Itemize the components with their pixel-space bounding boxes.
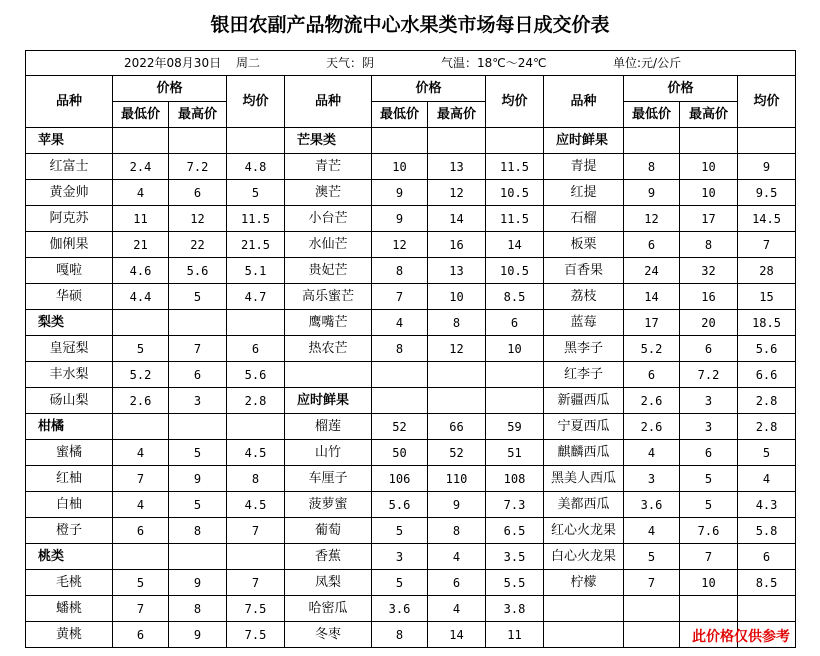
- variety-cell: 丰水梨: [26, 362, 113, 388]
- empty-cell: [428, 388, 486, 414]
- variety-cell: 葡萄: [285, 518, 372, 544]
- empty-cell: [624, 128, 680, 154]
- header-row-1: [26, 76, 796, 102]
- price-header: 价格: [624, 76, 738, 102]
- category-label: 桃类: [26, 544, 113, 570]
- avg-price-cell: 5.8: [738, 518, 796, 544]
- max-price-cell: 5: [169, 492, 227, 518]
- table-row: [26, 596, 796, 622]
- empty-cell: [372, 388, 428, 414]
- table-row: [26, 310, 796, 336]
- min-price-cell: 6: [113, 518, 169, 544]
- min-price-cell: 4: [113, 180, 169, 206]
- min-price-cell: 3.6: [624, 492, 680, 518]
- avg-price-cell: 4: [738, 466, 796, 492]
- avg-price-cell: 10: [486, 336, 544, 362]
- min-price-cell: 5: [113, 336, 169, 362]
- max-price-cell: 7.2: [169, 154, 227, 180]
- price-header: 价格: [372, 76, 486, 102]
- avg-price-cell: 4.5: [227, 492, 285, 518]
- variety-cell: 哈密瓜: [285, 596, 372, 622]
- variety-cell: 冬枣: [285, 622, 372, 648]
- min-price-cell: 9: [372, 206, 428, 232]
- date-text: 2022年08月30日: [124, 56, 222, 70]
- min-price-cell: 12: [372, 232, 428, 258]
- table-row: [26, 388, 796, 414]
- price-table: [25, 50, 796, 648]
- variety-cell: 麒麟西瓜: [544, 440, 624, 466]
- max-price-cell: 3: [169, 388, 227, 414]
- empty-cell: [169, 128, 227, 154]
- avg-price-cell: 8: [227, 466, 285, 492]
- min-header: 最低价: [113, 102, 169, 128]
- header-row-2: [26, 102, 796, 128]
- min-price-cell: 9: [624, 180, 680, 206]
- avg-price-cell: 6.5: [486, 518, 544, 544]
- max-price-cell: 16: [680, 284, 738, 310]
- avg-price-cell: 51: [486, 440, 544, 466]
- max-price-cell: 32: [680, 258, 738, 284]
- table-row: [26, 362, 796, 388]
- max-price-cell: 8: [680, 232, 738, 258]
- max-header: 最高价: [680, 102, 738, 128]
- avg-price-cell: 4.7: [227, 284, 285, 310]
- max-price-cell: 5: [680, 492, 738, 518]
- empty-cell: [486, 388, 544, 414]
- variety-cell: 贵妃芒: [285, 258, 372, 284]
- empty-cell: [169, 310, 227, 336]
- variety-cell: 澳芒: [285, 180, 372, 206]
- variety-cell: 鹰嘴芒: [285, 310, 372, 336]
- min-price-cell: 5.2: [113, 362, 169, 388]
- max-price-cell: 8: [428, 310, 486, 336]
- max-price-cell: 9: [169, 570, 227, 596]
- max-price-cell: 12: [428, 180, 486, 206]
- variety-cell: 宁夏西瓜: [544, 414, 624, 440]
- min-header: 最低价: [624, 102, 680, 128]
- variety-cell: 红李子: [544, 362, 624, 388]
- avg-price-cell: 14.5: [738, 206, 796, 232]
- variety-cell: [544, 596, 624, 622]
- max-price-cell: 17: [680, 206, 738, 232]
- empty-cell: [227, 128, 285, 154]
- empty-cell: [372, 128, 428, 154]
- variety-cell: 皇冠梨: [26, 336, 113, 362]
- min-price-cell: 6: [624, 362, 680, 388]
- min-price-cell: 24: [624, 258, 680, 284]
- min-price-cell: 52: [372, 414, 428, 440]
- variety-cell: 红富士: [26, 154, 113, 180]
- empty-cell: [486, 128, 544, 154]
- max-price-cell: [680, 596, 738, 622]
- max-price-cell: 6: [169, 362, 227, 388]
- avg-header: 均价: [486, 76, 544, 128]
- min-price-cell: 5: [624, 544, 680, 570]
- avg-price-cell: 28: [738, 258, 796, 284]
- min-price-cell: 4.6: [113, 258, 169, 284]
- variety-cell: 石榴: [544, 206, 624, 232]
- table-row: [26, 336, 796, 362]
- min-price-cell: 6: [624, 232, 680, 258]
- avg-price-cell: 4.8: [227, 154, 285, 180]
- min-price-cell: 5: [372, 570, 428, 596]
- max-price-cell: 5: [169, 284, 227, 310]
- unit-text: 单位:元/公斤: [613, 56, 682, 70]
- max-price-cell: 110: [428, 466, 486, 492]
- avg-price-cell: 9.5: [738, 180, 796, 206]
- variety-cell: 新疆西瓜: [544, 388, 624, 414]
- avg-price-cell: 2.8: [227, 388, 285, 414]
- max-price-cell: 7.6: [680, 518, 738, 544]
- variety-cell: 华硕: [26, 284, 113, 310]
- empty-cell: [227, 310, 285, 336]
- category-label: 应时鲜果: [544, 128, 624, 154]
- min-price-cell: 50: [372, 440, 428, 466]
- min-price-cell: 4: [372, 310, 428, 336]
- variety-cell: 荔枝: [544, 284, 624, 310]
- variety-cell: 青提: [544, 154, 624, 180]
- min-price-cell: 11: [113, 206, 169, 232]
- min-price-cell: 8: [372, 622, 428, 648]
- max-price-cell: 8: [169, 518, 227, 544]
- category-label: 柑橘: [26, 414, 113, 440]
- weather-text: 天气：阴: [326, 56, 375, 70]
- table-row: [26, 206, 796, 232]
- avg-price-cell: 6.6: [738, 362, 796, 388]
- avg-price-cell: 18.5: [738, 310, 796, 336]
- table-row: [26, 284, 796, 310]
- max-price-cell: 4: [428, 596, 486, 622]
- min-price-cell: 4: [113, 440, 169, 466]
- table-row: [26, 492, 796, 518]
- max-price-cell: 6: [680, 336, 738, 362]
- variety-cell: 美都西瓜: [544, 492, 624, 518]
- max-price-cell: 52: [428, 440, 486, 466]
- min-price-cell: 10: [372, 154, 428, 180]
- avg-price-cell: 5.5: [486, 570, 544, 596]
- max-price-cell: 6: [428, 570, 486, 596]
- avg-price-cell: 2.8: [738, 414, 796, 440]
- variety-cell: 小台芒: [285, 206, 372, 232]
- min-price-cell: 7: [372, 284, 428, 310]
- category-label: 芒果类: [285, 128, 372, 154]
- max-price-cell: 9: [428, 492, 486, 518]
- min-price-cell: 8: [372, 336, 428, 362]
- avg-price-cell: 5.6: [227, 362, 285, 388]
- category-label: 应时鲜果: [285, 388, 372, 414]
- min-price-cell: [372, 362, 428, 388]
- max-price-cell: 5.6: [169, 258, 227, 284]
- variety-cell: 热农芒: [285, 336, 372, 362]
- avg-price-cell: 11: [486, 622, 544, 648]
- max-price-cell: 14: [428, 206, 486, 232]
- page-title: 银田农副产品物流中心水果类市场每日成交价表: [210, 14, 610, 36]
- avg-price-cell: [738, 596, 796, 622]
- variety-cell: 毛桃: [26, 570, 113, 596]
- table-row: [26, 518, 796, 544]
- avg-price-cell: 11.5: [486, 206, 544, 232]
- min-price-cell: 4.4: [113, 284, 169, 310]
- max-price-cell: 9: [169, 466, 227, 492]
- max-price-cell: 16: [428, 232, 486, 258]
- variety-cell: 水仙芒: [285, 232, 372, 258]
- min-price-cell: 3: [372, 544, 428, 570]
- max-price-cell: 10: [680, 180, 738, 206]
- variety-cell: 红心火龙果: [544, 518, 624, 544]
- variety-cell: 车厘子: [285, 466, 372, 492]
- variety-cell: 蟠桃: [26, 596, 113, 622]
- variety-cell: 青芒: [285, 154, 372, 180]
- variety-cell: 榴莲: [285, 414, 372, 440]
- variety-cell: 黄金帅: [26, 180, 113, 206]
- min-price-cell: 4: [113, 492, 169, 518]
- max-price-cell: 10: [680, 570, 738, 596]
- avg-price-cell: 7: [738, 232, 796, 258]
- max-price-cell: 10: [428, 284, 486, 310]
- avg-price-cell: 8.5: [486, 284, 544, 310]
- min-price-cell: 2.6: [113, 388, 169, 414]
- max-price-cell: [428, 362, 486, 388]
- table-row: [26, 128, 796, 154]
- max-price-cell: 7: [680, 544, 738, 570]
- table-row: [26, 466, 796, 492]
- table-row: [26, 232, 796, 258]
- variety-cell: 红柚: [26, 466, 113, 492]
- max-price-cell: 7.2: [680, 362, 738, 388]
- avg-price-cell: 108: [486, 466, 544, 492]
- variety-cell: 高乐蜜芒: [285, 284, 372, 310]
- max-header: 最高价: [169, 102, 227, 128]
- empty-cell: [113, 544, 169, 570]
- min-price-cell: 8: [624, 154, 680, 180]
- avg-price-cell: 2.8: [738, 388, 796, 414]
- min-price-cell: 8: [372, 258, 428, 284]
- avg-price-cell: 8.5: [738, 570, 796, 596]
- avg-price-cell: 5: [227, 180, 285, 206]
- variety-cell: 柠檬: [544, 570, 624, 596]
- min-header: 最低价: [372, 102, 428, 128]
- avg-price-cell: 10.5: [486, 180, 544, 206]
- avg-price-cell: 7: [227, 570, 285, 596]
- empty-cell: [680, 128, 738, 154]
- variety-header: 品种: [285, 76, 372, 128]
- variety-cell: 伽俐果: [26, 232, 113, 258]
- variety-cell: [285, 362, 372, 388]
- avg-price-cell: 7.5: [227, 596, 285, 622]
- max-price-cell: 4: [428, 544, 486, 570]
- variety-cell: 百香果: [544, 258, 624, 284]
- avg-header: 均价: [738, 76, 796, 128]
- table-row: [26, 622, 796, 648]
- min-price-cell: 6: [113, 622, 169, 648]
- avg-price-cell: 5.1: [227, 258, 285, 284]
- max-price-cell: 6: [169, 180, 227, 206]
- min-price-cell: 3: [624, 466, 680, 492]
- min-price-cell: 12: [624, 206, 680, 232]
- table-row: [26, 570, 796, 596]
- min-price-cell: 3.6: [372, 596, 428, 622]
- avg-price-cell: 7: [227, 518, 285, 544]
- avg-price-cell: 4.3: [738, 492, 796, 518]
- empty-cell: [113, 414, 169, 440]
- min-price-cell: 17: [624, 310, 680, 336]
- min-price-cell: 21: [113, 232, 169, 258]
- avg-price-cell: 6: [486, 310, 544, 336]
- variety-cell: 橙子: [26, 518, 113, 544]
- variety-cell: 砀山梨: [26, 388, 113, 414]
- variety-cell: [544, 622, 624, 648]
- max-price-cell: 9: [169, 622, 227, 648]
- min-price-cell: 5: [372, 518, 428, 544]
- max-price-cell: 13: [428, 258, 486, 284]
- max-price-cell: 10: [680, 154, 738, 180]
- avg-price-cell: 3.8: [486, 596, 544, 622]
- min-price-cell: [624, 596, 680, 622]
- empty-cell: [738, 128, 796, 154]
- max-header: 最高价: [428, 102, 486, 128]
- variety-cell: 阿克苏: [26, 206, 113, 232]
- empty-cell: [113, 128, 169, 154]
- avg-price-cell: 10.5: [486, 258, 544, 284]
- variety-cell: 菠萝蜜: [285, 492, 372, 518]
- max-price-cell: 5: [169, 440, 227, 466]
- avg-price-cell: [486, 362, 544, 388]
- max-price-cell: 66: [428, 414, 486, 440]
- min-price-cell: 4: [624, 518, 680, 544]
- min-price-cell: 5.6: [372, 492, 428, 518]
- variety-cell: 黑李子: [544, 336, 624, 362]
- max-price-cell: 8: [169, 596, 227, 622]
- max-price-cell: 3: [680, 388, 738, 414]
- table-row: [26, 414, 796, 440]
- avg-price-cell: 6: [227, 336, 285, 362]
- avg-price-cell: 21.5: [227, 232, 285, 258]
- variety-cell: 黄桃: [26, 622, 113, 648]
- avg-price-cell: 59: [486, 414, 544, 440]
- avg-price-cell: 5.6: [738, 336, 796, 362]
- variety-cell: 蜜橘: [26, 440, 113, 466]
- price-header: 价格: [113, 76, 227, 102]
- variety-cell: 板栗: [544, 232, 624, 258]
- footer-note: 此价格仅供参考: [692, 629, 790, 645]
- min-price-cell: 9: [372, 180, 428, 206]
- variety-cell: 嘎啦: [26, 258, 113, 284]
- min-price-cell: 106: [372, 466, 428, 492]
- variety-cell: 黑美人西瓜: [544, 466, 624, 492]
- table-row: [26, 180, 796, 206]
- min-price-cell: 7: [113, 466, 169, 492]
- max-price-cell: 12: [169, 206, 227, 232]
- max-price-cell: 22: [169, 232, 227, 258]
- empty-cell: [428, 128, 486, 154]
- table-row: [26, 154, 796, 180]
- variety-cell: 凤梨: [285, 570, 372, 596]
- max-price-cell: 12: [428, 336, 486, 362]
- min-price-cell: 7: [113, 596, 169, 622]
- empty-cell: [113, 310, 169, 336]
- max-price-cell: 13: [428, 154, 486, 180]
- info-row: [26, 51, 796, 76]
- avg-price-cell: 11.5: [486, 154, 544, 180]
- max-price-cell: 20: [680, 310, 738, 336]
- avg-price-cell: 6: [738, 544, 796, 570]
- max-price-cell: 7: [169, 336, 227, 362]
- variety-header: 品种: [26, 76, 113, 128]
- variety-cell: 白心火龙果: [544, 544, 624, 570]
- max-price-cell: 14: [428, 622, 486, 648]
- min-price-cell: 2.4: [113, 154, 169, 180]
- temperature-text: 气温：18℃～24℃: [441, 56, 547, 70]
- variety-cell: 蓝莓: [544, 310, 624, 336]
- min-price-cell: 2.6: [624, 414, 680, 440]
- avg-header: 均价: [227, 76, 285, 128]
- min-price-cell: 7: [624, 570, 680, 596]
- avg-price-cell: 11.5: [227, 206, 285, 232]
- empty-cell: [169, 544, 227, 570]
- avg-price-cell: 7.3: [486, 492, 544, 518]
- min-price-cell: 4: [624, 440, 680, 466]
- variety-cell: 山竹: [285, 440, 372, 466]
- avg-price-cell: 7.5: [227, 622, 285, 648]
- avg-price-cell: 5: [738, 440, 796, 466]
- min-price-cell: 14: [624, 284, 680, 310]
- empty-cell: [227, 414, 285, 440]
- category-label: 苹果: [26, 128, 113, 154]
- avg-price-cell: 15: [738, 284, 796, 310]
- avg-price-cell: 14: [486, 232, 544, 258]
- category-label: 梨类: [26, 310, 113, 336]
- empty-cell: [227, 544, 285, 570]
- max-price-cell: 5: [680, 466, 738, 492]
- variety-cell: 香蕉: [285, 544, 372, 570]
- variety-cell: 白柚: [26, 492, 113, 518]
- table-row: [26, 544, 796, 570]
- table-row: [26, 440, 796, 466]
- empty-cell: [169, 414, 227, 440]
- variety-header: 品种: [544, 76, 624, 128]
- max-price-cell: 6: [680, 440, 738, 466]
- max-price-cell: 3: [680, 414, 738, 440]
- table-row: [26, 258, 796, 284]
- min-price-cell: 2.6: [624, 388, 680, 414]
- min-price-cell: [624, 622, 680, 648]
- min-price-cell: 5: [113, 570, 169, 596]
- min-price-cell: 5.2: [624, 336, 680, 362]
- max-price-cell: 8: [428, 518, 486, 544]
- variety-cell: 红提: [544, 180, 624, 206]
- avg-price-cell: 9: [738, 154, 796, 180]
- weekday-text: 周二: [236, 56, 261, 70]
- avg-price-cell: 4.5: [227, 440, 285, 466]
- avg-price-cell: 3.5: [486, 544, 544, 570]
